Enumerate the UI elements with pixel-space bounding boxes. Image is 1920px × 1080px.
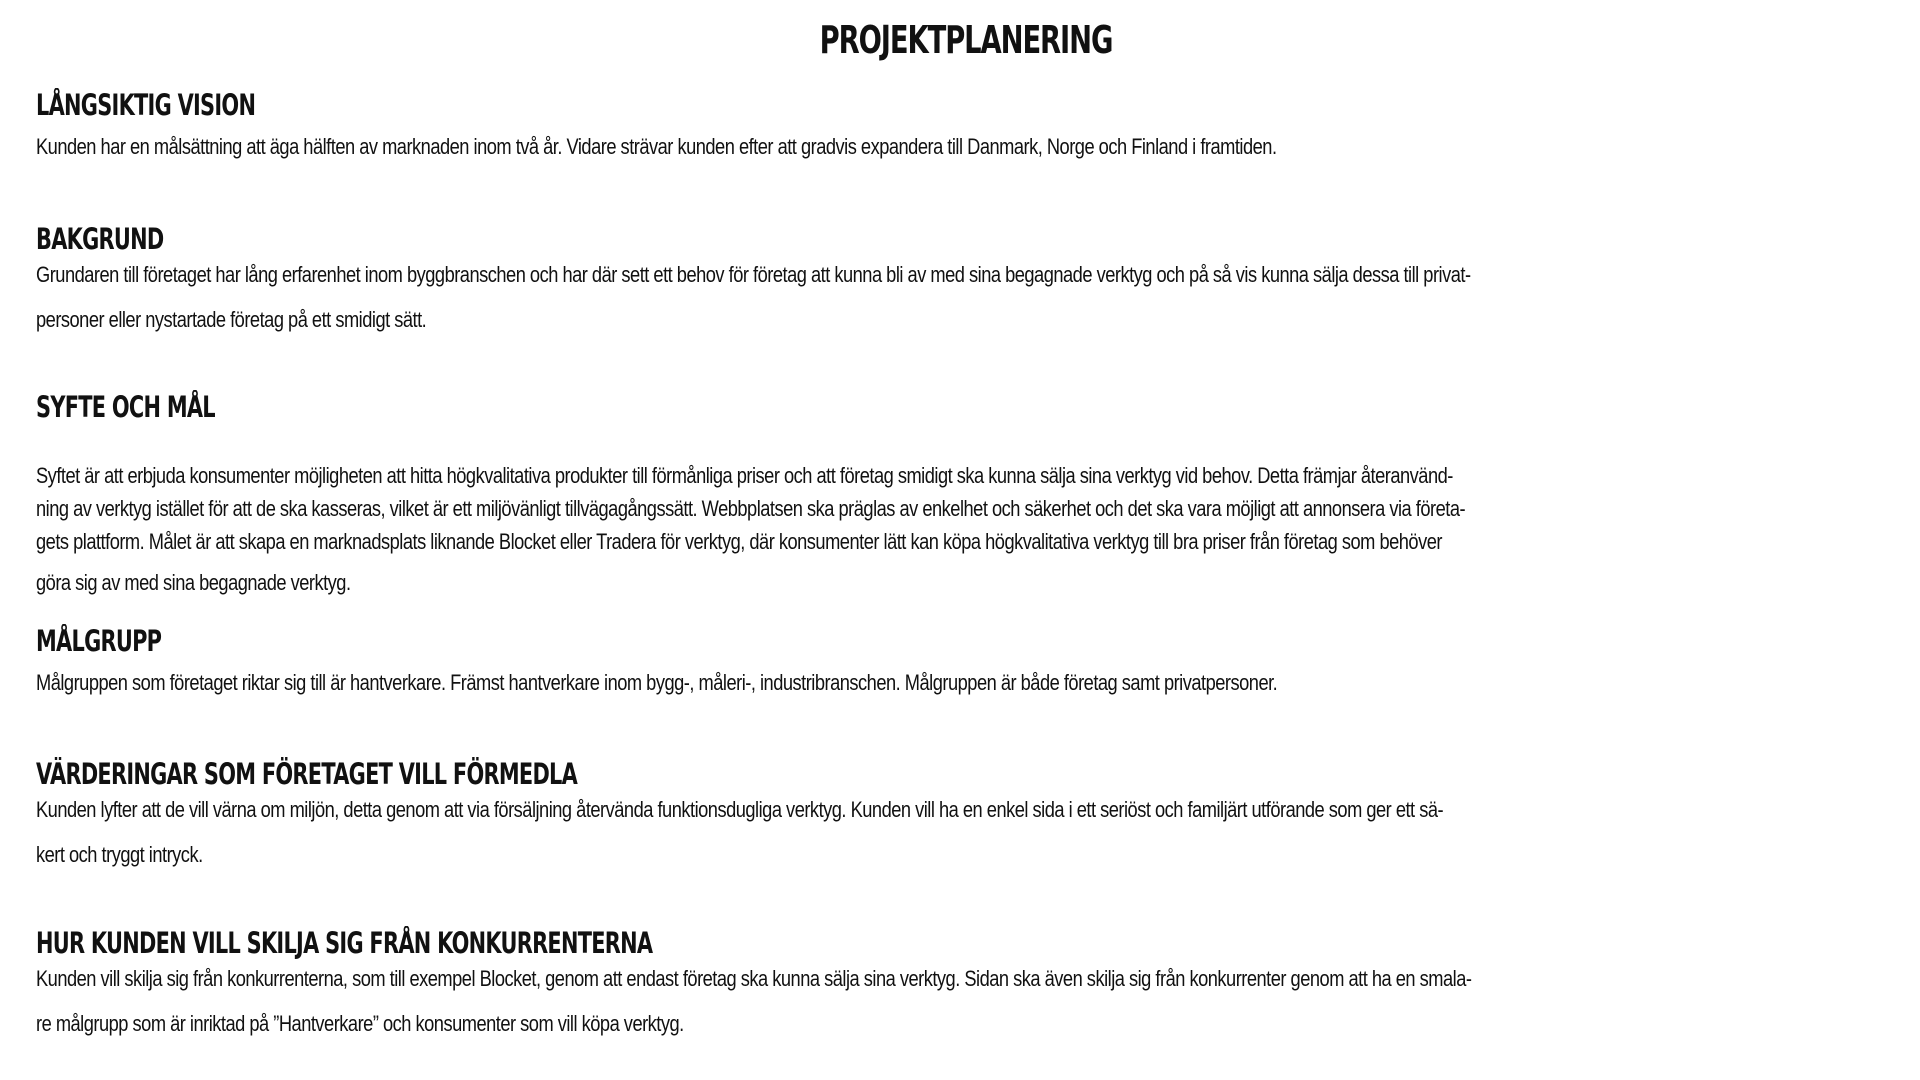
section-heading: BAKGRUND: [36, 222, 164, 256]
section-text: Grundaren till företaget har lång erfarenhet inom byggbranschen och har där sett ett behov för företag att kunna bli av med sina begagnade verktyg och på så vis kunna sälja dessa till privat- personer eller nystartade företag på ett smidigt sätt.: [36, 262, 1471, 332]
section-heading: LÅNGSIKTIG VISION: [36, 88, 256, 122]
section-text: Syftet är att erbjuda konsumenter möjligheten att hitta högkvalitativa produkter till förmånliga priser och att företag smidigt ska kunna sälja sina verktyg vid behov. Detta främjar återanvänd- ning av verktyg istället för att de ska kasseras, vilket är ett miljövänligt tillvägagångssätt. Webbplatsen ska präglas av enkelhet och säkerhet och det ska vara möjligt att annonsera via företa- gets plattform. Målet är att skapa en marknadsplats liknande Blocket eller Tradera för verktyg, där konsumenter lätt kan köpa högkvalitativa verktyg till bra priser från företag som behöver: [36, 463, 1466, 554]
section-heading: MÅLGRUPP: [36, 624, 162, 658]
section-background: [36, 220, 1920, 342]
document: [36, 14, 1896, 1036]
section-long-term-vision: [36, 86, 1920, 163]
section-purpose-and-goals: [36, 388, 1920, 632]
section-text: Målgruppen som företaget riktar sig till är hantverkare. Främst hantverkare inom bygg-, måleri-, industribranschen. Målgruppen är både företag samt privatpersoner.: [36, 670, 1278, 695]
section-text: Kunden vill skilja sig från konkurrenterna, som till exempel Blocket, genom att endast företag ska kunna sälja sina verktyg. Sidan ska även skilja sig från konkurrenter genom att ha en smala- re målgrupp som är inriktad på ”Hantverkare” och konsumenter som vill köpa verktyg.: [36, 966, 1472, 1036]
section-heading: SYFTE OCH MÅL: [36, 390, 215, 424]
section-heading: HUR KUNDEN VILL SKILJA SIG FRÅN KONKURRENTERNA: [36, 926, 653, 960]
section-differentiation: [36, 924, 1920, 1046]
section-text: Kunden lyfter att de vill värna om miljön, detta genom att via försäljning återvända funktionsdugliga verktyg. Kunden vill ha en enkel sida i ett seriöst och familjärt utförande som ger ett sä- kert och tryggt intryck.: [36, 797, 1444, 867]
section-heading: VÄRDERINGAR SOM FÖRETAGET VILL FÖRMEDLA: [36, 757, 578, 791]
section-target-group: [36, 622, 1920, 699]
section-text: Kunden har en målsättning att äga hälften av marknaden inom två år. Vidare strävar kunden efter att gradvis expandera till Danmark, Norge och Finland i framtiden.: [36, 134, 1277, 159]
section-values: [36, 755, 1920, 877]
section-text-last-line: göra sig av med sina begagnade verktyg.: [36, 570, 351, 595]
section-text-block: [36, 426, 1920, 632]
page-title: PROJEKTPLANERING: [819, 18, 1113, 62]
